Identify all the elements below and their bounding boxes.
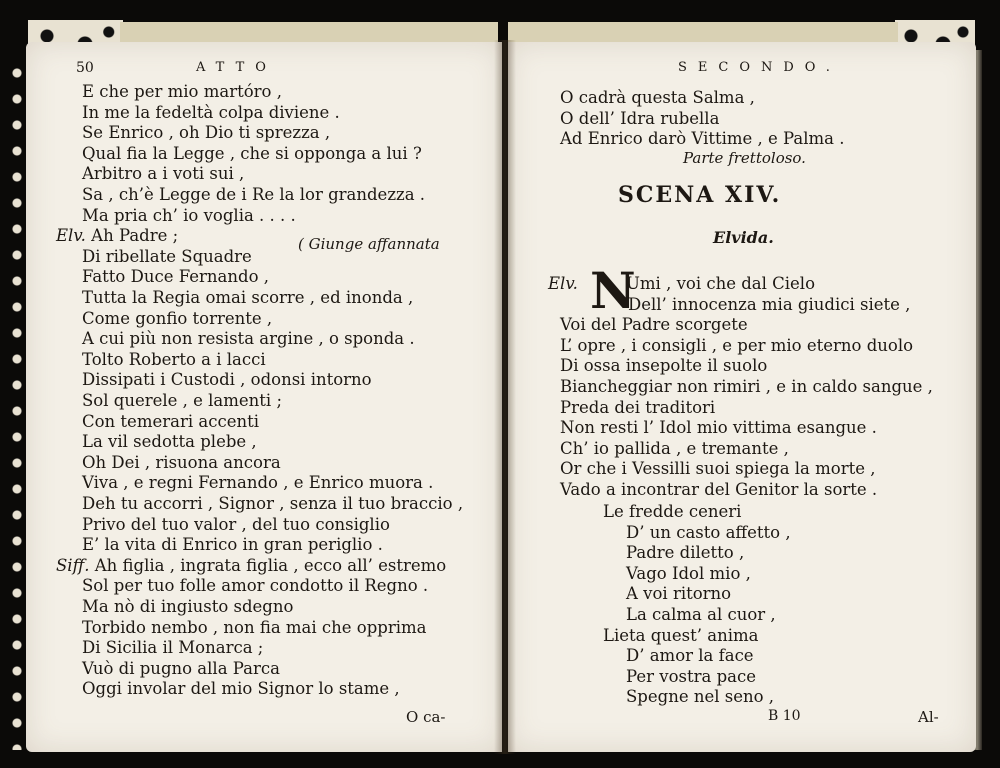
verse-line: Padre diletto , (626, 543, 745, 563)
verse-line: Vuò di pugno alla Parca (82, 658, 280, 678)
verse-line: Se Enrico , oh Dio ti sprezza , (82, 123, 331, 143)
verse-line: Come gonfio torrente , (82, 308, 273, 328)
verse-line: Spegne nel seno , (626, 687, 775, 707)
verse-line: Ch’ io pallida , e tremante , (560, 438, 789, 458)
verse-line: D’ amor la face (626, 646, 754, 666)
verse-line: Di Sicilia il Monarca ; (82, 638, 264, 658)
verse-line: Di ossa insepolte il suolo (560, 356, 768, 376)
exit-direction: Parte frettoloso. (683, 149, 806, 167)
speaker-label: Elv. (548, 274, 578, 293)
scene-character: Elvida. (713, 228, 774, 247)
stage-direction: ( Giunge affannata (298, 235, 440, 253)
binding-pattern (8, 60, 26, 750)
verse-line: A voi ritorno (626, 584, 732, 604)
verse-line: Viva , e regni Fernando , e Enrico muora . (82, 473, 434, 493)
drop-cap: N (590, 261, 636, 320)
verse-line: Ma pria ch’ io voglia . . . . (82, 205, 296, 225)
verse-line: Oh Dei , risuona ancora (82, 452, 281, 472)
verse-line: Siff. Ah figlia , ingrata figlia , ecco all’ estremo (56, 555, 447, 575)
verse-line: Di ribellate Squadre (82, 246, 252, 266)
verse-line: Tolto Roberto a i lacci (82, 349, 266, 369)
verse-line: Or che i Vessilli suoi spiega la morte , (560, 459, 876, 479)
speaker-label: Siff. (56, 555, 90, 575)
left-page (26, 42, 502, 752)
verse-line: Con temerari accenti (82, 411, 259, 431)
running-head-left: ATTO (196, 60, 277, 75)
verse-line: E’ la vita di Enrico in gran periglio . (82, 535, 383, 555)
verse-line: Oggi involar del mio Signor lo stame , (82, 679, 400, 699)
verse-line: Torbido nembo , non fia mai che opprima (82, 617, 427, 637)
signature-mark: B 10 (768, 708, 801, 724)
verse-line: D’ un casto affetto , (626, 522, 791, 542)
verse-line: E che per mio martóro , (82, 82, 282, 101)
verse-line: Vago Idol mio , (626, 563, 751, 583)
verse-line: Sa , ch’è Legge de i Re la lor grandezza . (82, 185, 426, 204)
verse-line: A cui più non resista argine , o sponda . (82, 329, 415, 349)
verse-line: Arbitro a i voti sui , (82, 164, 245, 184)
verse-line: Voi del Padre scorgete (560, 315, 748, 335)
catchword-right: Al- (918, 708, 939, 726)
verse-line: Elv. Ah Padre ; (56, 226, 179, 246)
verse-line: Per vostra pace (626, 666, 756, 686)
verse-line: Tutta la Regia omai scorre , ed inonda , (82, 288, 414, 307)
verse-line: Dell’ innocenza mia giudici siete , (628, 294, 911, 314)
verse-line: Le fredde ceneri (603, 502, 742, 521)
verse-line: La vil sedotta plebe , (82, 432, 257, 452)
verse-line: Ad Enrico darò Vittime , e Palma . (560, 129, 845, 149)
verse-line: La calma al cuor , (626, 605, 776, 624)
running-head-right: SECONDO. (678, 60, 841, 75)
verse-line: Umi , voi che dal Cielo (626, 274, 816, 293)
verse-line: Preda dei traditori (560, 397, 716, 417)
verse-line: Ma nò di ingiusto sdegno (82, 597, 294, 616)
catchword-left: O ca- (406, 708, 446, 726)
verse-line: L’ opre , i consigli , e per mio eterno duolo (560, 335, 914, 355)
verse-line: Lieta quest’ anima (603, 625, 759, 645)
verse-line: Dissipati i Custodi , odonsi intorno (82, 370, 372, 390)
verse-line: O cadrà questa Salma , (560, 88, 755, 107)
verse-line: Privo del tuo valor , del tuo consiglio (82, 514, 390, 534)
verse-line: O dell’ Idra rubella (560, 108, 720, 128)
verse-line: Sol per tuo folle amor condotto il Regno . (82, 576, 429, 596)
right-page (508, 42, 976, 752)
page-number: 50 (76, 60, 94, 76)
speaker-label: Elv. (56, 226, 86, 246)
verse-line: Vado a incontrar del Genitor la sorte . (560, 480, 878, 499)
book-gutter (494, 40, 516, 754)
verse-line: Non resti l’ Idol mio vittima esangue . (560, 418, 877, 438)
verse-line: In me la fedeltà colpa diviene . (82, 102, 340, 122)
verse-line: Fatto Duce Fernando , (82, 267, 269, 287)
verse-line: Biancheggiar non rimiri , e in caldo sangue , (560, 377, 933, 396)
scene-title: SCENA XIV. (618, 182, 782, 208)
verse-line: Qual fia la Legge , che si opponga a lui ? (82, 143, 422, 163)
verse-line: Deh tu accorri , Signor , senza il tuo braccio , (82, 494, 464, 513)
verse-line: Sol querele , e lamenti ; (82, 391, 283, 410)
